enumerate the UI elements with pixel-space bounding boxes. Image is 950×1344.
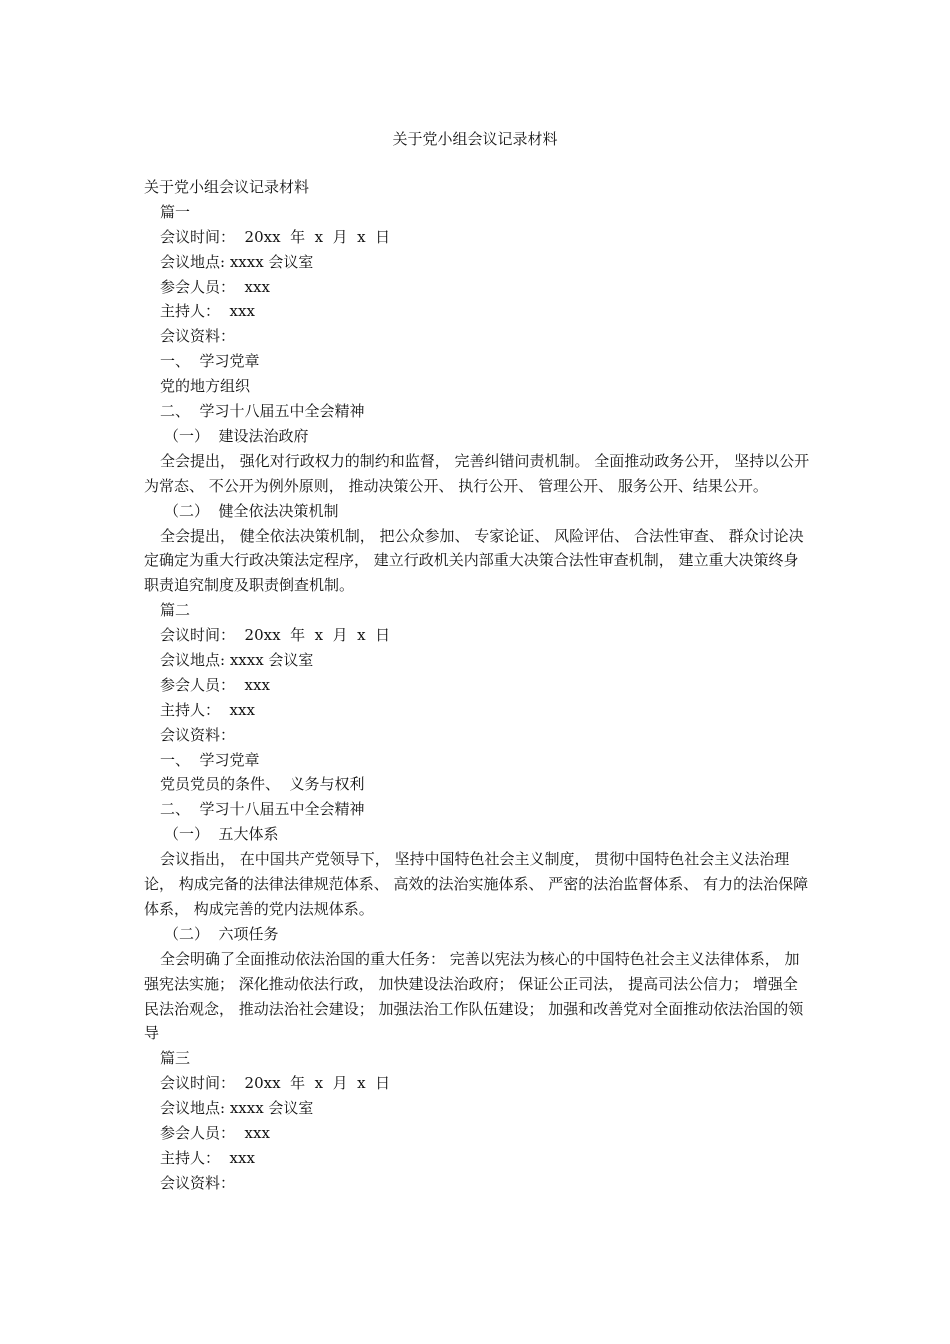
text-line: 党员党员的条件、 义务与权利	[160, 775, 365, 794]
body-paragraph: 全会提出， 健全依法决策机制， 把公众参加、 专家论证、 风险评估、 合法性审查、 群众讨论决定确定为重大行政决策法定程序， 建立行政机关内部重大决策合法性审查机制， 建立重大决策终身职责追究制度及职责倒查机制。	[144, 526, 804, 595]
text-line: 参会人员： xxx	[160, 277, 270, 296]
text-line: （二） 健全依法决策机制	[164, 501, 339, 520]
text-line: 篇三	[160, 1049, 191, 1068]
text-line: 会议资料：	[160, 327, 236, 346]
text-line: 二、 学习十八届五中全会精神	[160, 402, 365, 421]
text-line: 二、 学习十八届五中全会精神	[160, 800, 365, 819]
text-line: 会议地点: xxxx 会议室	[160, 1099, 314, 1118]
text-line: 篇二	[160, 601, 191, 620]
text-line: 一、 学习党章	[160, 352, 260, 371]
body-paragraph: 会议指出， 在中国共产党领导下， 坚持中国特色社会主义制度， 贯彻中国特色社会主义法治理论， 构成完备的法律法律规范体系、 高效的法治实施体系、 严密的法治监督体系、 有力的法治保障体系， 构成完善的党内法规体系。	[144, 850, 809, 918]
text-line: 会议资料：	[160, 725, 236, 744]
text-line: 主持人： xxx	[160, 1148, 255, 1167]
text-line: （二） 六项任务	[164, 924, 279, 943]
text-line: 主持人： xxx	[160, 700, 255, 719]
text-line: （一） 建设法治政府	[164, 426, 309, 445]
text-line: 关于党小组会议记录材料	[144, 178, 310, 196]
text-line: 会议资料：	[160, 1173, 236, 1192]
body-paragraph: 全会提出， 强化对行政权力的制约和监督， 完善纠错问责机制。 全面推动政务公开， 坚持以公开为常态、 不公开为例外原则， 推动决策公开、 执行公开、 管理公开、 服务公开、结果公开。	[144, 451, 810, 495]
text-line: 党的地方组织	[160, 377, 251, 396]
text-line: 会议时间： 20xx 年 x 月 x 日	[160, 626, 391, 645]
text-line: 会议时间： 20xx 年 x 月 x 日	[160, 227, 391, 246]
page-title: 关于党小组会议记录材料	[392, 130, 558, 148]
body-paragraph: 全会明确了全面推动依法治国的重大任务： 完善以宪法为核心的中国特色社会主义法律体系， 加强宪法实施； 深化推动依法行政， 加快建设法治政府； 保证公正司法， 提高司法公信力； 增强全民法治观念， 推动法治社会建设； 加强法治工作队伍建设； 加强和改善党对全面推动依法治国的领导	[144, 949, 804, 1043]
text-line: 会议时间： 20xx 年 x 月 x 日	[160, 1074, 391, 1093]
text-line: 主持人： xxx	[160, 302, 255, 321]
text-line: 参会人员： xxx	[160, 1124, 270, 1143]
text-line: 一、 学习党章	[160, 750, 260, 769]
text-line: 会议地点: xxxx 会议室	[160, 651, 314, 669]
text-line: （一） 五大体系	[164, 825, 279, 844]
text-line: 会议地点: xxxx 会议室	[160, 252, 314, 271]
text-line: 篇一	[160, 202, 191, 221]
text-line: 参会人员： xxx	[160, 675, 270, 694]
document-body	[144, 175, 812, 1196]
